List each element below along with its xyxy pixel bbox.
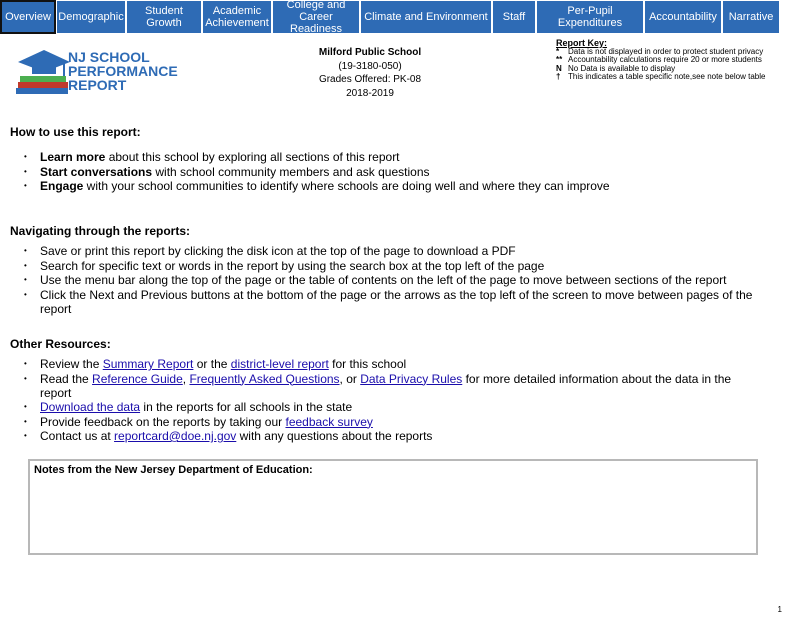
tab-demographic[interactable]: Demographic	[56, 0, 126, 34]
tab-accountability[interactable]: Accountability	[644, 0, 722, 34]
navigating-list	[24, 244, 764, 316]
download-data-link[interactable]: Download the data	[40, 400, 141, 414]
text: , or	[339, 371, 361, 386]
report-key-symbol: †	[556, 72, 561, 82]
how-to-use-item-bold: Start conversations	[40, 164, 153, 179]
report-key-symbol: N	[556, 63, 562, 73]
reference-guide-link[interactable]: Reference Guide	[92, 371, 183, 386]
how-to-use-item-text: with your school communities to identify where schools are doing well and where they can improve	[83, 179, 610, 193]
school-name: Milford Public School	[318, 47, 422, 58]
feedback-survey-link[interactable]: feedback survey	[285, 414, 373, 429]
report-key-text: This indicates a table specific note,see note below table	[568, 72, 766, 82]
report-key-title: Report Key:	[556, 38, 608, 48]
school-info	[280, 46, 460, 100]
report-key-symbol: **	[556, 55, 563, 65]
navigating-item: • Click the Next and Previous buttons at the bottom of the page or the arrows as the top left of the screen to move between pages of the report	[24, 288, 764, 316]
grades-offered: Grades Offered: PK-08	[318, 74, 422, 85]
text: or the	[193, 357, 231, 371]
how-to-use-item-bold: Engage	[40, 179, 84, 193]
navigating-title: Navigating through the reports:	[10, 224, 190, 238]
tab-staff[interactable]: Staff	[492, 0, 536, 34]
how-to-use-title: How to use this report:	[10, 125, 141, 139]
navigating-item: • Search for specific text or words in the report by using the search box at the top left of the page	[24, 259, 764, 273]
text: in the reports for all schools in the state	[140, 400, 353, 414]
tab-college-and-career-readiness[interactable]: College and Career Readiness	[272, 0, 360, 34]
report-key-text: Accountability calculations require 20 or more students	[568, 55, 762, 65]
logo-line3: REPORT	[68, 77, 127, 93]
other-resources-list	[24, 357, 764, 444]
district-level-report-link[interactable]: district-level report	[230, 357, 329, 371]
how-to-use-item	[24, 179, 764, 193]
how-to-use-item-bold: Learn more	[40, 150, 106, 164]
how-to-use-item-text: with school community members and ask questions	[152, 164, 430, 179]
navigating-item: • Use the menu bar along the top of the page or the table of contents on the left of the page to move between sections of the report	[24, 273, 764, 287]
logo-text	[68, 50, 178, 92]
text: for this school	[328, 357, 407, 371]
notes-label: Notes from the New Jersey Department of Education:	[34, 464, 313, 476]
text: for more detailed information about the data in the report	[40, 371, 732, 400]
logo-line1: NJ SCHOOL	[68, 49, 150, 65]
navigating-item: • Save or print this report by clicking the disk icon at the top of the page to download a PDF	[24, 244, 764, 258]
text: Provide feedback on the reports by taking our	[40, 414, 286, 429]
tab-narrative[interactable]: Narrative	[722, 0, 780, 34]
report-key-symbol: *	[556, 46, 560, 56]
contact-email-link[interactable]: reportcard@doe.nj.gov	[114, 429, 237, 443]
notes-box	[28, 459, 758, 555]
tab-overview[interactable]: Overview	[0, 0, 56, 34]
data-privacy-rules-link[interactable]: Data Privacy Rules	[360, 371, 463, 386]
report-key-text: Data is not displayed in order to protect student privacy	[568, 46, 764, 56]
how-to-use-item	[24, 165, 764, 179]
resource-item-feedback	[24, 415, 764, 429]
report-key-text: No Data is available to display	[568, 63, 676, 73]
resource-item-guides	[24, 372, 764, 400]
tab-academic-achievement[interactable]: Academic Achievement	[202, 0, 272, 34]
faq-link[interactable]: Frequently Asked Questions	[189, 371, 340, 386]
school-code: (19-3180-050)	[338, 60, 402, 72]
how-to-use-item	[24, 150, 764, 164]
summary-report-link[interactable]: Summary Report	[102, 357, 194, 371]
school-year: 2018-2019	[346, 87, 394, 99]
text: Read the	[40, 371, 93, 386]
how-to-use-list	[24, 150, 764, 194]
other-resources-title: Other Resources:	[10, 337, 111, 351]
resource-item-summary	[24, 357, 764, 371]
resource-item-download	[24, 400, 764, 414]
resource-item-contact	[24, 429, 764, 443]
tab-student-growth[interactable]: Student Growth	[126, 0, 202, 34]
how-to-use-item-text: about this school by exploring all sections of this report	[105, 150, 400, 164]
report-key	[556, 39, 796, 82]
report-key-item	[556, 73, 796, 82]
page-number: 1	[777, 605, 782, 614]
text: ,	[182, 371, 190, 386]
text: Review the	[40, 357, 103, 371]
text: Contact us at	[40, 429, 115, 443]
tab-per-pupil-expenditures[interactable]: Per-Pupil Expenditures	[536, 0, 644, 34]
text: with any questions about the reports	[236, 429, 433, 443]
tab-climate-and-environment[interactable]: Climate and Environment	[360, 0, 492, 34]
top-nav	[0, 0, 800, 36]
logo-line2: PERFORMANCE	[68, 63, 178, 79]
